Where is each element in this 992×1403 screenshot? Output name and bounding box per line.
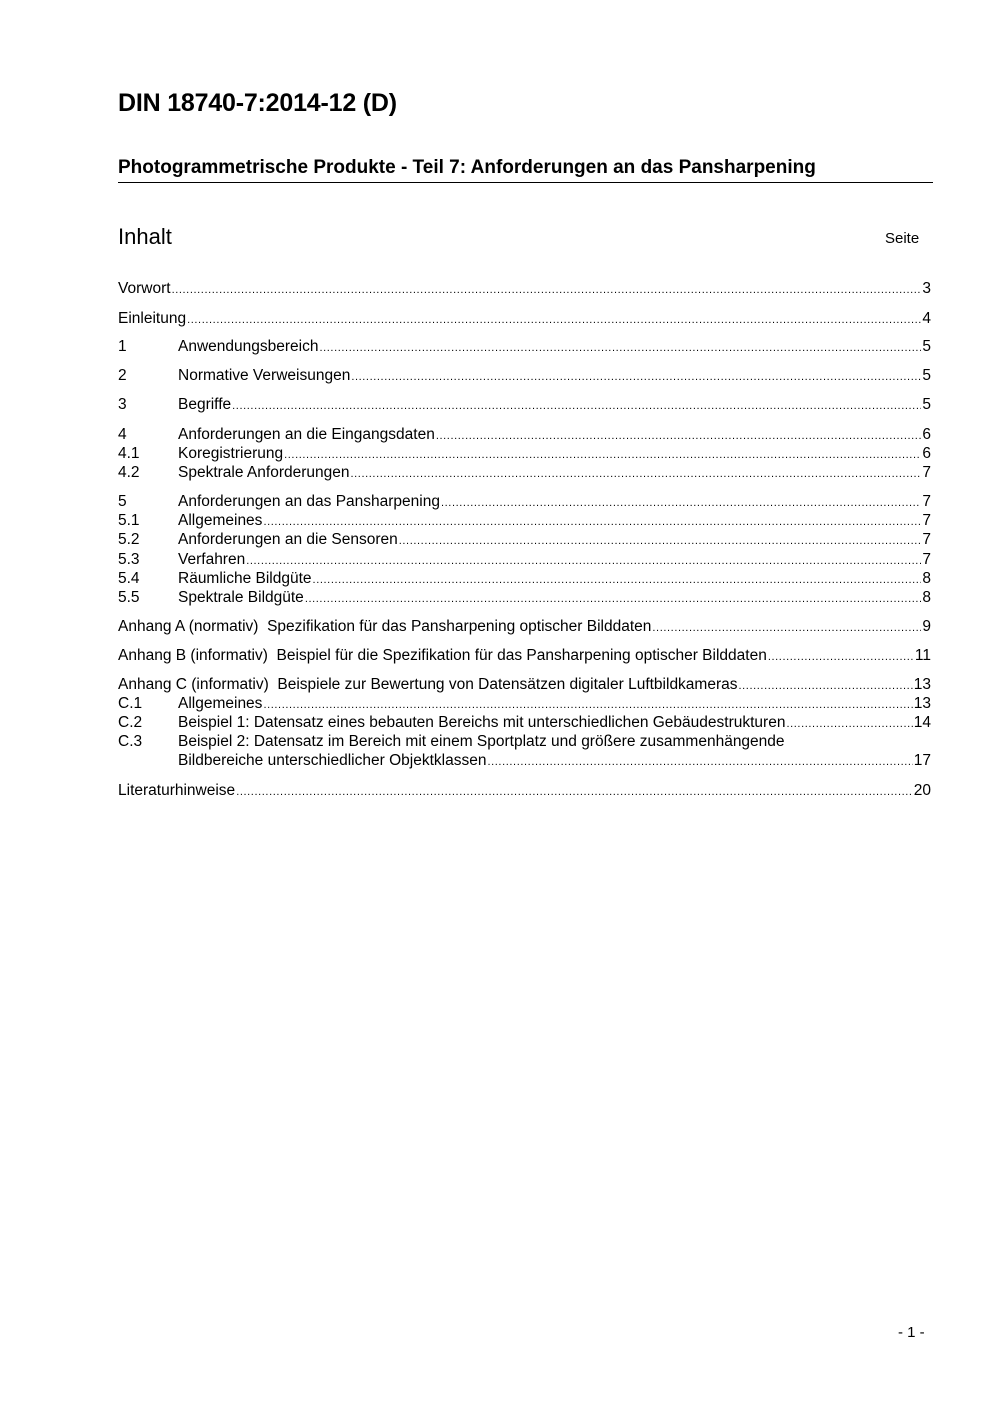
annex-title: Beispiel für die Spezifikation für das Pansharpening optischer Bilddaten [276,647,767,664]
toc-entry-c-2[interactable] [118,713,931,732]
toc-entry-page: 7 [922,464,931,481]
toc-entry-5-5[interactable] [118,588,931,607]
toc-entry-c-1[interactable] [118,694,931,713]
toc-leader-dots [350,467,921,482]
toc-entry-text: Allgemeines [178,695,263,712]
toc-entry-text: Anforderungen an die Sensoren [178,531,398,548]
toc-entry-c-3-line2[interactable] [118,751,931,770]
toc-entry-2[interactable] [118,366,931,385]
toc-entry-page: 13 [913,676,931,693]
toc-entry-text: Spektrale Bildgüte [178,589,304,606]
toc-entry-page: 3 [922,280,931,297]
toc-entry-text: Anforderungen an die Eingangsdaten [178,426,435,443]
toc-leader-dots [263,515,921,530]
toc-entry-einleitung[interactable] [118,309,931,328]
toc-leader-dots [284,448,921,463]
toc-leader-dots [236,785,913,800]
toc-entry-page: 17 [913,752,931,769]
toc-entry-c-3-line1[interactable] [118,732,931,751]
toc-entry-page: 8 [922,570,931,587]
toc-entry-page: 4 [922,310,931,327]
toc-heading: Inhalt [118,224,172,249]
toc-leader-dots [246,554,921,569]
toc-entry-page: 7 [922,512,931,529]
toc-page-column-label: Seite [885,230,920,247]
toc-entry-3[interactable] [118,395,931,414]
toc-entry-number: 1 [118,338,127,355]
toc-entry-5-4[interactable] [118,569,931,588]
toc-entry-text [118,617,651,636]
toc-leader-dots [487,755,912,770]
toc-leader-dots [263,698,912,713]
toc-entry-4[interactable] [118,425,931,444]
annex-qualifier: (informativ) [190,647,268,664]
toc-entry-number: 3 [118,396,127,413]
toc-entry-number: C.3 [118,733,143,750]
toc-entry-page: 6 [922,426,931,443]
toc-entry-1[interactable] [118,337,931,356]
toc-entry-number: 4 [118,426,127,443]
toc-entry-page: 5 [922,338,931,355]
toc-entry-text [118,646,767,665]
toc-entry-text: Anwendungsbereich [178,338,319,355]
toc-entry-text [118,675,738,694]
annex-label: Anhang C [118,676,187,693]
toc-entry-page: 13 [913,695,931,712]
toc-entry-number: 4.1 [118,445,140,462]
toc-entry-page: 7 [922,531,931,548]
toc-entry-text: Vorwort [118,280,171,297]
toc-entry-number: 5 [118,493,127,510]
toc-entry-anhang-c[interactable] [118,675,931,694]
page-number: - 1 - [898,1324,925,1341]
toc-entry-vorwort[interactable] [118,279,931,298]
toc-entry-number: C.2 [118,714,143,731]
toc-entry-page: 14 [913,714,931,731]
toc-leader-dots [305,592,922,607]
document-id: DIN 18740-7:2014-12 (D) [118,89,397,117]
annex-qualifier: (normativ) [188,618,259,635]
toc-entry-page: 9 [922,618,931,635]
toc-leader-dots [319,341,921,356]
toc-leader-dots [441,496,921,511]
toc-leader-dots [313,573,922,588]
toc-entry-4-2[interactable] [118,463,931,482]
toc-entry-text: Spektrale Anforderungen [178,464,350,481]
toc-entry-number: 5.3 [118,551,140,568]
toc-entry-text: Anforderungen an das Pansharpening [178,493,440,510]
toc-leader-dots [172,283,922,298]
toc-entry-5-1[interactable] [118,511,931,530]
toc-entry-page: 5 [922,367,931,384]
toc-entry-page: 6 [922,445,931,462]
toc-entry-text: Begriffe [178,396,232,413]
toc-entry-number: 4.2 [118,464,140,481]
annex-title: Spezifikation für das Pansharpening optischer Bilddaten [267,618,652,635]
toc-leader-dots [786,717,912,732]
toc-entry-page: 11 [914,647,931,664]
annex-label: Anhang A [118,618,185,635]
toc-leader-dots [739,679,913,694]
toc-entry-anhang-b[interactable] [118,646,931,665]
toc-entry-page: 8 [922,589,931,606]
toc-leader-dots [436,429,922,444]
toc-entry-text: Räumliche Bildgüte [178,570,312,587]
toc-entry-text: Beispiel 2: Datensatz im Bereich mit einem Sportplatz und größere zusammenhängende [178,733,785,750]
document-title: Photogrammetrische Produkte - Teil 7: Anforderungen an das Pansharpening [118,157,933,183]
toc-entry-text: Allgemeines [178,512,263,529]
toc-entry-number: C.1 [118,695,143,712]
toc-entry-text: Normative Verweisungen [178,367,351,384]
toc-entry-number: 5.1 [118,512,140,529]
toc-entry-5-3[interactable] [118,550,931,569]
toc-leader-dots [652,621,921,636]
toc-entry-number: 2 [118,367,127,384]
toc-entry-text: Verfahren [178,551,246,568]
toc-entry-page: 7 [922,493,931,510]
toc-entry-page: 7 [922,551,931,568]
toc-entry-5[interactable] [118,492,931,511]
toc-entry-5-2[interactable] [118,530,931,549]
toc-leader-dots [351,370,921,385]
annex-qualifier: (informativ) [191,676,269,693]
toc-entry-text: Einleitung [118,310,187,327]
toc-entry-text: Literaturhinweise [118,782,236,799]
toc-entry-4-1[interactable] [118,444,931,463]
toc-entry-page: 5 [922,396,931,413]
toc-leader-dots [232,399,921,414]
toc-entry-literaturhinweise[interactable] [118,781,931,800]
toc-entry-page: 20 [913,782,931,799]
annex-label: Anhang B [118,647,187,664]
toc-entry-number: 5.5 [118,589,140,606]
toc-leader-dots [768,650,914,665]
toc-leader-dots [187,313,921,328]
toc-entry-number: 5.4 [118,570,140,587]
toc-entry-number: 5.2 [118,531,140,548]
toc-entry-text: Beispiel 1: Datensatz eines bebauten Bereichs mit unterschiedlichen Gebäudestrukturen [178,714,786,731]
toc-entry-text: Koregistrierung [178,445,284,462]
annex-title: Beispiele zur Bewertung von Datensätzen digitaler Luftbildkameras [277,676,738,693]
toc-entry-anhang-a[interactable] [118,617,931,636]
toc-leader-dots [399,534,922,549]
toc-entry-text: Bildbereiche unterschiedlicher Objektklassen [178,752,487,769]
